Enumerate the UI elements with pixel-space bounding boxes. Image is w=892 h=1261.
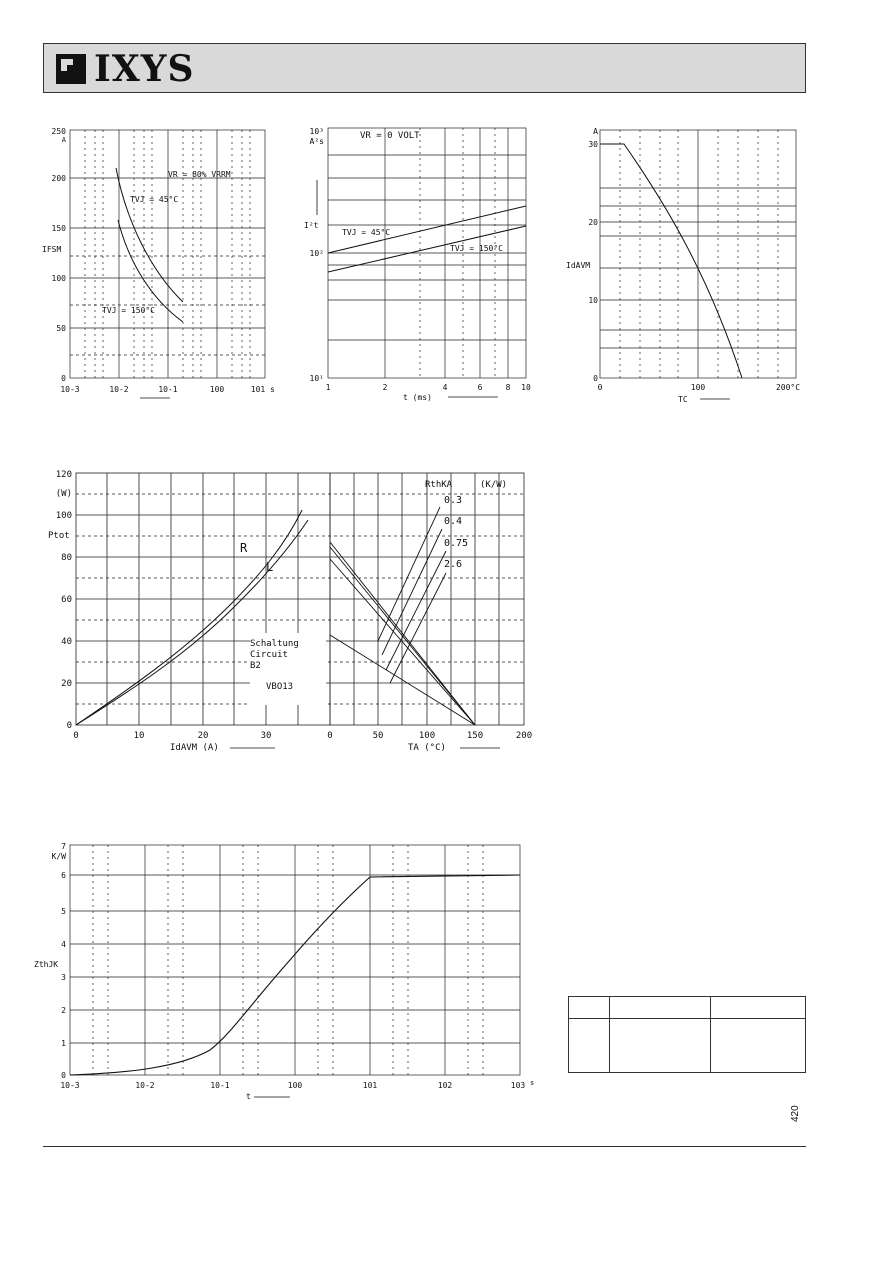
table-cell (569, 1019, 610, 1073)
y-label: Ptot (48, 531, 70, 541)
y-unit: A (61, 136, 66, 144)
annotation-150c: TVJ = 150°C (102, 306, 155, 315)
figure-i2t (298, 120, 538, 410)
y-tick-6: 6 (61, 871, 66, 880)
y-tick-0: 0 (593, 374, 598, 383)
figure-ptot (40, 465, 545, 765)
ixys-logo-icon (56, 54, 86, 84)
x-tick-8: 8 (505, 383, 511, 392)
rth-2-6: 2.6 (444, 559, 463, 570)
x-left-tick-20: 20 (197, 731, 209, 741)
y-unit: K/W (51, 852, 66, 861)
table-cell (610, 1019, 711, 1073)
y-label: ZthJK (34, 960, 59, 969)
circuit-line-1: Schaltung (250, 639, 299, 649)
x-tick-2: 10-2 (109, 385, 129, 394)
y-unit: A²s (309, 137, 324, 146)
x-right-tick-50: 50 (372, 731, 384, 741)
y-tick-3: 3 (61, 973, 66, 982)
x-tick-10: 10 (521, 383, 531, 392)
part-number: VBO13 (266, 682, 294, 692)
y-tick-60: 60 (61, 595, 72, 605)
y-tick-100: 100 (51, 274, 66, 283)
x-tick-6: 102 (437, 1081, 453, 1090)
x-unit: s (270, 385, 275, 394)
x-tick-3: 10-1 (158, 385, 178, 394)
y-tick-40: 40 (61, 637, 72, 647)
annotation-45c: TVJ = 45°C (130, 195, 179, 204)
x-left-tick-10: 10 (133, 731, 145, 741)
x-tick-6: 6 (477, 383, 483, 392)
y-label: IdAVM (566, 261, 591, 270)
x-tick-0: 0 (597, 383, 603, 392)
x-tick-5: 101 (362, 1081, 378, 1090)
x-tick-4: 100 (209, 385, 225, 394)
footer-rule (43, 1146, 806, 1147)
x-right-tick-150: 150 (466, 731, 484, 741)
x-tick-200: 200°C (775, 383, 801, 392)
y-tick-4: 4 (61, 940, 66, 949)
rth-0-75: 0.75 (444, 538, 469, 549)
logo-text: IXYS (94, 48, 195, 90)
y-tick-0: 0 (61, 374, 66, 383)
figure-idavm-tc (560, 120, 810, 410)
y-tick-0: 0 (61, 1071, 66, 1080)
y-label: IFSM (42, 245, 62, 254)
y-tick-2: 2 (61, 1006, 66, 1015)
x-tick-3: 10-1 (210, 1081, 230, 1090)
x-tick-2: 2 (382, 383, 388, 392)
x-unit: s (530, 1079, 535, 1087)
y-tick-50: 50 (56, 324, 66, 333)
x-left-tick-0: 0 (73, 731, 79, 741)
y-tick-30: 30 (588, 140, 598, 149)
x-tick-4: 100 (287, 1081, 303, 1090)
y-tick-200: 200 (51, 174, 66, 183)
annotation-150c: TVJ = 150°C (450, 244, 503, 253)
x-right-tick-0: 0 (327, 731, 333, 741)
x-left-tick-30: 30 (260, 731, 272, 741)
rth-0-3: 0.3 (444, 495, 463, 506)
x-tick-7: 103 (510, 1081, 526, 1090)
x-tick-100: 100 (690, 383, 706, 392)
curve-label-r: R (240, 541, 248, 555)
x-tick-1: 10-3 (60, 385, 80, 394)
x-tick-5: 101 (250, 385, 266, 394)
page-number: 420 (790, 1105, 801, 1122)
y-tick-20: 20 (61, 679, 72, 689)
y-tick-250: 250 (51, 127, 66, 136)
rth-unit: (K/W) (480, 480, 508, 490)
circuit-line-3: B2 (250, 661, 261, 671)
x-right-tick-100: 100 (418, 731, 436, 741)
blank-table (568, 996, 806, 1073)
annotation-45c: TVJ = 45°C (342, 228, 391, 237)
x-tick-4: 4 (442, 383, 448, 392)
x-right-tick-200: 200 (515, 731, 533, 741)
annotation-voltage: VR = 80% VRRM (168, 170, 231, 179)
y-tick-10: 10 (588, 296, 598, 305)
table-cell (711, 997, 806, 1019)
curve-label-l: L (266, 560, 274, 574)
y-tick-7: 7 (61, 842, 66, 851)
header-bar (43, 43, 806, 93)
derating-curve (600, 144, 742, 378)
figure-zthjk (30, 835, 550, 1105)
y-label: I²t (304, 221, 319, 230)
y-unit: (W) (55, 489, 72, 499)
x-label: t (ms) (403, 393, 432, 402)
y-tick-1000: 10³ (309, 127, 324, 136)
y-tick-0: 0 (66, 721, 72, 731)
y-tick-80: 80 (61, 553, 72, 563)
y-tick-5: 5 (61, 907, 66, 916)
x-left-label: IdAVM (A) (170, 743, 219, 753)
x-tick-1: 1 (325, 383, 331, 392)
table-cell (610, 997, 711, 1019)
annotation-volt: VR = 0 VOLT (360, 131, 420, 141)
x-tick-1: 10-3 (60, 1081, 80, 1090)
y-tick-20: 20 (588, 218, 598, 227)
rth-0-4: 0.4 (444, 516, 463, 527)
y-tick-100: 10² (309, 249, 324, 258)
y-tick-1: 1 (61, 1039, 66, 1048)
rth-title: RthKA (425, 480, 453, 490)
x-label: t (246, 1092, 251, 1101)
x-right-label: TA (°C) (408, 743, 446, 753)
figure-ifsm (40, 120, 280, 410)
y-tick-150: 150 (51, 224, 66, 233)
curve-45c (116, 168, 183, 302)
y-tick-100: 100 (55, 511, 72, 521)
y-tick-120: 120 (55, 470, 72, 480)
table-cell (711, 1019, 806, 1073)
x-label: TC (678, 395, 688, 404)
y-unit: A (593, 127, 598, 136)
x-tick-2: 10-2 (135, 1081, 155, 1090)
table-cell (569, 997, 610, 1019)
y-tick-10: 10¹ (309, 374, 324, 383)
circuit-line-2: Circuit (250, 650, 288, 660)
